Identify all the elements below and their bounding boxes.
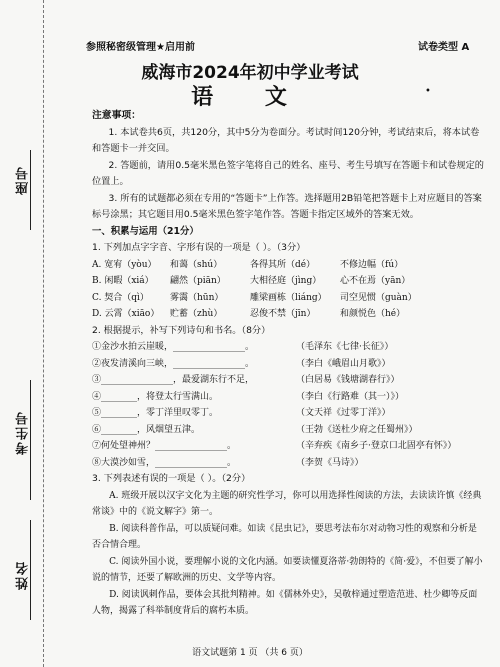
poem-source: （李白《峨眉山月歌》）: [296, 358, 391, 369]
poem-source: （李贺《马诗》）: [296, 457, 364, 468]
poem-blank: ②夜发清溪向三峡，________________。: [92, 358, 255, 369]
exam-title: 威海市2024年初中学业考试: [141, 63, 359, 83]
fill-line: [92, 422, 485, 439]
section-heading: 一、积累与运用（21分）: [92, 225, 199, 237]
fill-line: [92, 356, 485, 373]
option-cell: A. 宽宥（yòu）: [92, 259, 157, 270]
fill-line: [92, 455, 485, 472]
poem-blank: ④________，将登太行雪满山。: [92, 391, 219, 402]
seat-label: 座号: [16, 165, 31, 195]
option-row: [92, 273, 485, 290]
page-footer: 语文试题第 1 页 （共 6 页）: [192, 648, 308, 658]
option-paragraph: B. 阅读科普作品，可以质疑问难。如读《昆虫记》，要思考法布尔对动物习性的观察和分析是否合情合理。: [92, 523, 477, 550]
option-cell: 贮蓄（zhù）: [170, 309, 223, 319]
seat-line: [30, 150, 31, 230]
exam-number-line: [30, 380, 31, 500]
exam-number-label: 考生号: [16, 410, 31, 455]
stray-dot: •: [425, 86, 431, 97]
poem-blank: ⑦何处望神州？________________。: [92, 441, 237, 451]
poem-blank: ⑥________，风烟望五津。: [92, 424, 201, 435]
notice-item: 2. 答题前，请用0.5毫米黑色签字笔将自己的姓名、座号、考生号填写在答题卡和试卷规定的位置上。: [92, 159, 484, 187]
option-row: [92, 257, 485, 274]
notice-item: 3. 所有的试题都必须在专用的“答题卡”上作答。选择题用2B铅笔把答题卡上对应题目的答案标号涂黑；其它题目用0.5毫米黑色签字笔作答。答题卡指定区域外的答案无效。: [92, 192, 482, 220]
poem-source: （文天祥《过零丁洋》）: [296, 408, 391, 418]
option-cell: 雕梁画栋（liáng）: [250, 292, 327, 303]
fill-line: [92, 389, 485, 406]
poem-source: （白居易《钱塘湖春行》）: [296, 375, 400, 385]
option-cell: 不修边幅（fú）: [340, 259, 404, 270]
poem-blank: ①金沙水拍云崖暖，________________。: [92, 342, 255, 352]
option-cell: C. 契合（qì）: [92, 292, 149, 303]
option-cell: 雾霭（hūn）: [170, 292, 224, 303]
option-paragraph: C. 阅读外国小说，要理解小说的文化内涵。如要读懂夏洛蒂·勃朗特的《简·爱》，不但要了解小说的情节，还要了解欧洲的历史、文学等内容。: [92, 556, 483, 583]
option-paragraph: A. 班级开展以汉字文化为主题的研究性学习，你可以用选择性阅读的方法，去读读许慎《经典常谈》中的《说文解字》第一。: [92, 490, 482, 517]
fill-line: [92, 372, 485, 389]
poem-blank: ⑧大漠沙如雪，________________。: [92, 457, 237, 468]
subject-title: 语 文: [191, 85, 309, 110]
fill-line: [92, 405, 485, 422]
option-cell: 大相径庭（jìng）: [250, 276, 322, 286]
option-row: [92, 290, 485, 307]
paper-type-label: 试卷类型 A: [418, 42, 470, 53]
poem-source: （毛泽东《七律·长征》）: [296, 342, 394, 352]
name-line: [30, 520, 31, 620]
notice-heading: 注意事项：: [92, 110, 141, 121]
notice-item: 1. 本试卷共6页，共120分，其中5分为卷面分。考试时间120分钟，考试结束后，将本试卷和答题卡一并交回。: [92, 126, 480, 154]
fill-line: [92, 438, 485, 455]
option-cell: 和蔼（shú）: [170, 259, 223, 270]
exam-body: [92, 108, 485, 620]
poem-source: （李白《行路难（其一）》）: [296, 391, 405, 402]
option-row: [92, 306, 485, 323]
question-stem: 2. 根据提示，补写下列诗句和书名。（8分）: [92, 324, 271, 336]
option-cell: B. 闲暇（xiá）: [92, 276, 154, 286]
poem-source: （王勃《送杜少府之任蜀州》）: [296, 424, 418, 435]
option-cell: 翩然（piān）: [170, 276, 226, 286]
option-paragraph: D. 阅读讽刺作品，要体会其批判精神。如《儒林外史》，吴敬梓通过塑造范进、杜少卿等反面人物，揭露了科举制度背后的腐朽本质。: [92, 589, 478, 616]
option-cell: 心不在焉（yān）: [340, 276, 411, 286]
question-stem: 1. 下列加点字字音、字形有误的一项是（ ）。（3分）: [92, 242, 306, 253]
poem-blank: ③________________，最爱湖东行不足，: [92, 375, 255, 385]
name-label: 姓名: [16, 560, 31, 590]
option-cell: D. 云霄（xiāo）: [92, 309, 160, 319]
question-stem: 3. 下列表述有误的一项是（ ）。（2分）: [92, 473, 251, 484]
poem-source: （辛弃疾《南乡子·登京口北固亭有怀》）: [296, 441, 457, 451]
option-cell: 各得其所（dé）: [250, 259, 316, 270]
poem-blank: ⑤________，零丁洋里叹零丁。: [92, 408, 219, 418]
fill-line: [92, 339, 485, 356]
secret-level-label: 参照秘密级管理★启用前: [86, 42, 195, 53]
option-cell: 司空见惯（guàn）: [340, 292, 417, 303]
option-cell: 和颜悦色（hé）: [340, 309, 406, 319]
option-cell: 忍俊不禁（jīn）: [250, 309, 316, 319]
